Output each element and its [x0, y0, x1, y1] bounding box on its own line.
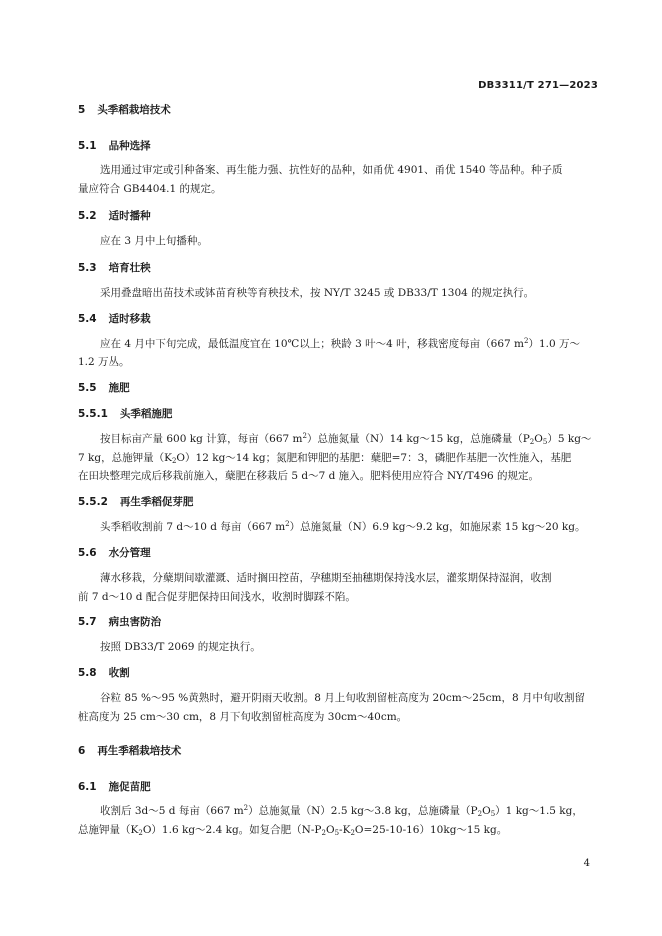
text-run: 收割后 3d～5 d 每亩（667 m: [100, 805, 244, 817]
paragraph-line: 采用叠盘暗出苗技术或钵苗育秧等育秧技术，按 NY/T 3245 或 DB33/T 1304 的规定执行。: [100, 287, 535, 299]
text-run: 按目标亩产量 600 kg 计算，每亩（667 m: [100, 433, 303, 445]
section-title: 收割: [108, 667, 130, 679]
paragraph-line: 谷粒 85 %～95 %黄熟时，避开阴雨天收割。8 月上旬收割留桩高度为 20cm～25cm，8 月中旬收割留: [100, 692, 585, 704]
section-heading-5-2: [78, 208, 151, 223]
section-title: 再生季稻栽培技术: [97, 745, 182, 757]
section-number: 5.2: [78, 210, 97, 222]
section-heading-5-1: [78, 138, 151, 153]
superscript: 2: [524, 337, 529, 345]
text-run: ）5 kg～: [547, 433, 592, 445]
section-title: 施肥: [108, 382, 130, 394]
paragraph-line: [78, 822, 507, 837]
text-run: 7 kg，总施钾量（K: [78, 452, 172, 464]
paragraph-line: [100, 519, 585, 534]
section-number: 5.6: [78, 547, 97, 559]
text-run: O: [325, 824, 335, 836]
subscript: 5: [490, 810, 496, 818]
text-run: ）1 kg～1.5 kg，: [495, 805, 583, 817]
paragraph-line: 前 7 d～10 d 配合促芽肥保持田间浅水，收割时脚踩不陷。: [78, 591, 356, 603]
paragraph-line: [100, 803, 583, 818]
text-run: -K: [339, 824, 351, 836]
section-number: 5.1: [78, 140, 97, 152]
text-run: O: [482, 805, 491, 817]
section-heading-5-5-2: [78, 494, 193, 509]
superscript: 2: [243, 804, 249, 812]
text-run: O）1.6 kg～2.4 kg。如复合肥（N-P: [142, 824, 322, 836]
section-heading-5-5-1: [78, 406, 172, 421]
subscript: 2: [321, 829, 326, 837]
text-run: ）1.0 万～: [528, 338, 581, 350]
section-heading-5-3: [78, 260, 151, 275]
paragraph-line: 选用通过审定或引种备案、再生能力强、抗性好的品种，如甬优 4901、甬优 1540 等品种。种子质: [100, 164, 563, 176]
paragraph-line: [100, 336, 580, 351]
section-heading-6: [78, 743, 181, 758]
section-heading-5-7: [78, 614, 161, 629]
section-heading-5: [78, 102, 171, 117]
section-title: 施促苗肥: [108, 781, 151, 793]
section-heading-5-4: [78, 311, 151, 326]
section-number: 5.8: [78, 667, 97, 679]
section-number: 6: [78, 745, 86, 757]
subscript: 2: [477, 810, 483, 818]
subscript: 5: [542, 438, 548, 446]
text-run: ）总施氮量（N）6.9 kg～9.2 kg，如施尿素 15 kg～20 kg。: [289, 521, 586, 533]
paragraph-line: 1.2 万丛。: [78, 356, 130, 368]
section-number: 5.7: [78, 616, 97, 628]
text-run: O: [534, 433, 543, 445]
subscript: 2: [171, 457, 177, 465]
section-title: 培育壮秧: [108, 262, 151, 274]
subscript: 2: [138, 829, 143, 837]
section-number: 5.3: [78, 262, 97, 274]
section-heading-5-5: [78, 380, 130, 395]
paragraph-line: 桩高度为 25 cm～30 cm，8 月下旬收割留桩高度为 30cm～40cm。: [78, 711, 408, 723]
section-number: 5.5.2: [78, 496, 108, 508]
subscript: 2: [529, 438, 535, 446]
section-title: 头季稻施肥: [119, 408, 173, 420]
section-heading-5-6: [78, 545, 151, 560]
text-run: 头季稻收割前 7 d～10 d 每亩（667 m: [100, 521, 286, 533]
paragraph-line: 量应符合 GB4404.1 的规定。: [78, 183, 222, 195]
section-heading-5-8: [78, 665, 130, 680]
paragraph-line: 按照 DB33/T 2069 的规定执行。: [100, 641, 261, 653]
text-run: ）总施氮量（N）14 kg～15 kg，总施磷量（P: [306, 433, 530, 445]
superscript: 2: [285, 520, 290, 528]
text-run: 总施钾量（K: [78, 824, 139, 836]
section-number: 5.5.1: [78, 408, 108, 420]
superscript: 2: [302, 432, 307, 440]
paragraph-line: 应在 3 月中上旬播种。: [100, 235, 208, 247]
section-number: 5.4: [78, 313, 97, 325]
paragraph-line: 在田块整理完成后移栽前施入，蘖肥在移栽后 5 d～7 d 施入。肥料使用应符合 NY/T496 的规定。: [78, 470, 540, 482]
subscript: 5: [334, 829, 340, 837]
section-title: 品种选择: [108, 140, 151, 152]
section-title: 适时播种: [108, 210, 151, 222]
text-run: O）12 kg～14 kg；氮肥和钾肥的基肥：蘖肥=7：3，磷肥作基肥一次性施入，基肥: [176, 452, 572, 464]
section-title: 再生季稻促芽肥: [119, 496, 194, 508]
subscript: 2: [350, 829, 355, 837]
section-title: 病虫害防治: [108, 616, 162, 628]
section-title: 水分管理: [108, 547, 151, 559]
section-number: 5.5: [78, 382, 97, 394]
paragraph-line: [78, 450, 571, 465]
doc-code: DB3311/T 271—2023: [478, 80, 598, 91]
text-run: ）总施氮量（N）2.5 kg～3.8 kg，总施磷量（P: [248, 805, 478, 817]
text-run: 应在 4 月中下旬完成，最低温度宜在 10℃以上；秧龄 3 叶～4 叶，移栽密度每亩（667 m: [100, 338, 525, 350]
text-run: O=25-10-16）10kg～15 kg。: [354, 824, 508, 836]
page-number: 4: [583, 858, 590, 869]
section-title: 适时移栽: [108, 313, 151, 325]
section-number: 5: [78, 104, 86, 116]
section-heading-6-1: [78, 779, 151, 794]
section-number: 6.1: [78, 781, 97, 793]
section-title: 头季稻栽培技术: [97, 104, 171, 116]
paragraph-line: [100, 431, 591, 446]
paragraph-line: 薄水移栽，分蘖期间歇灌溉、适时搁田控苗，孕穗期至抽穗期保持浅水层，灌浆期保持湿润，收割: [100, 572, 552, 584]
